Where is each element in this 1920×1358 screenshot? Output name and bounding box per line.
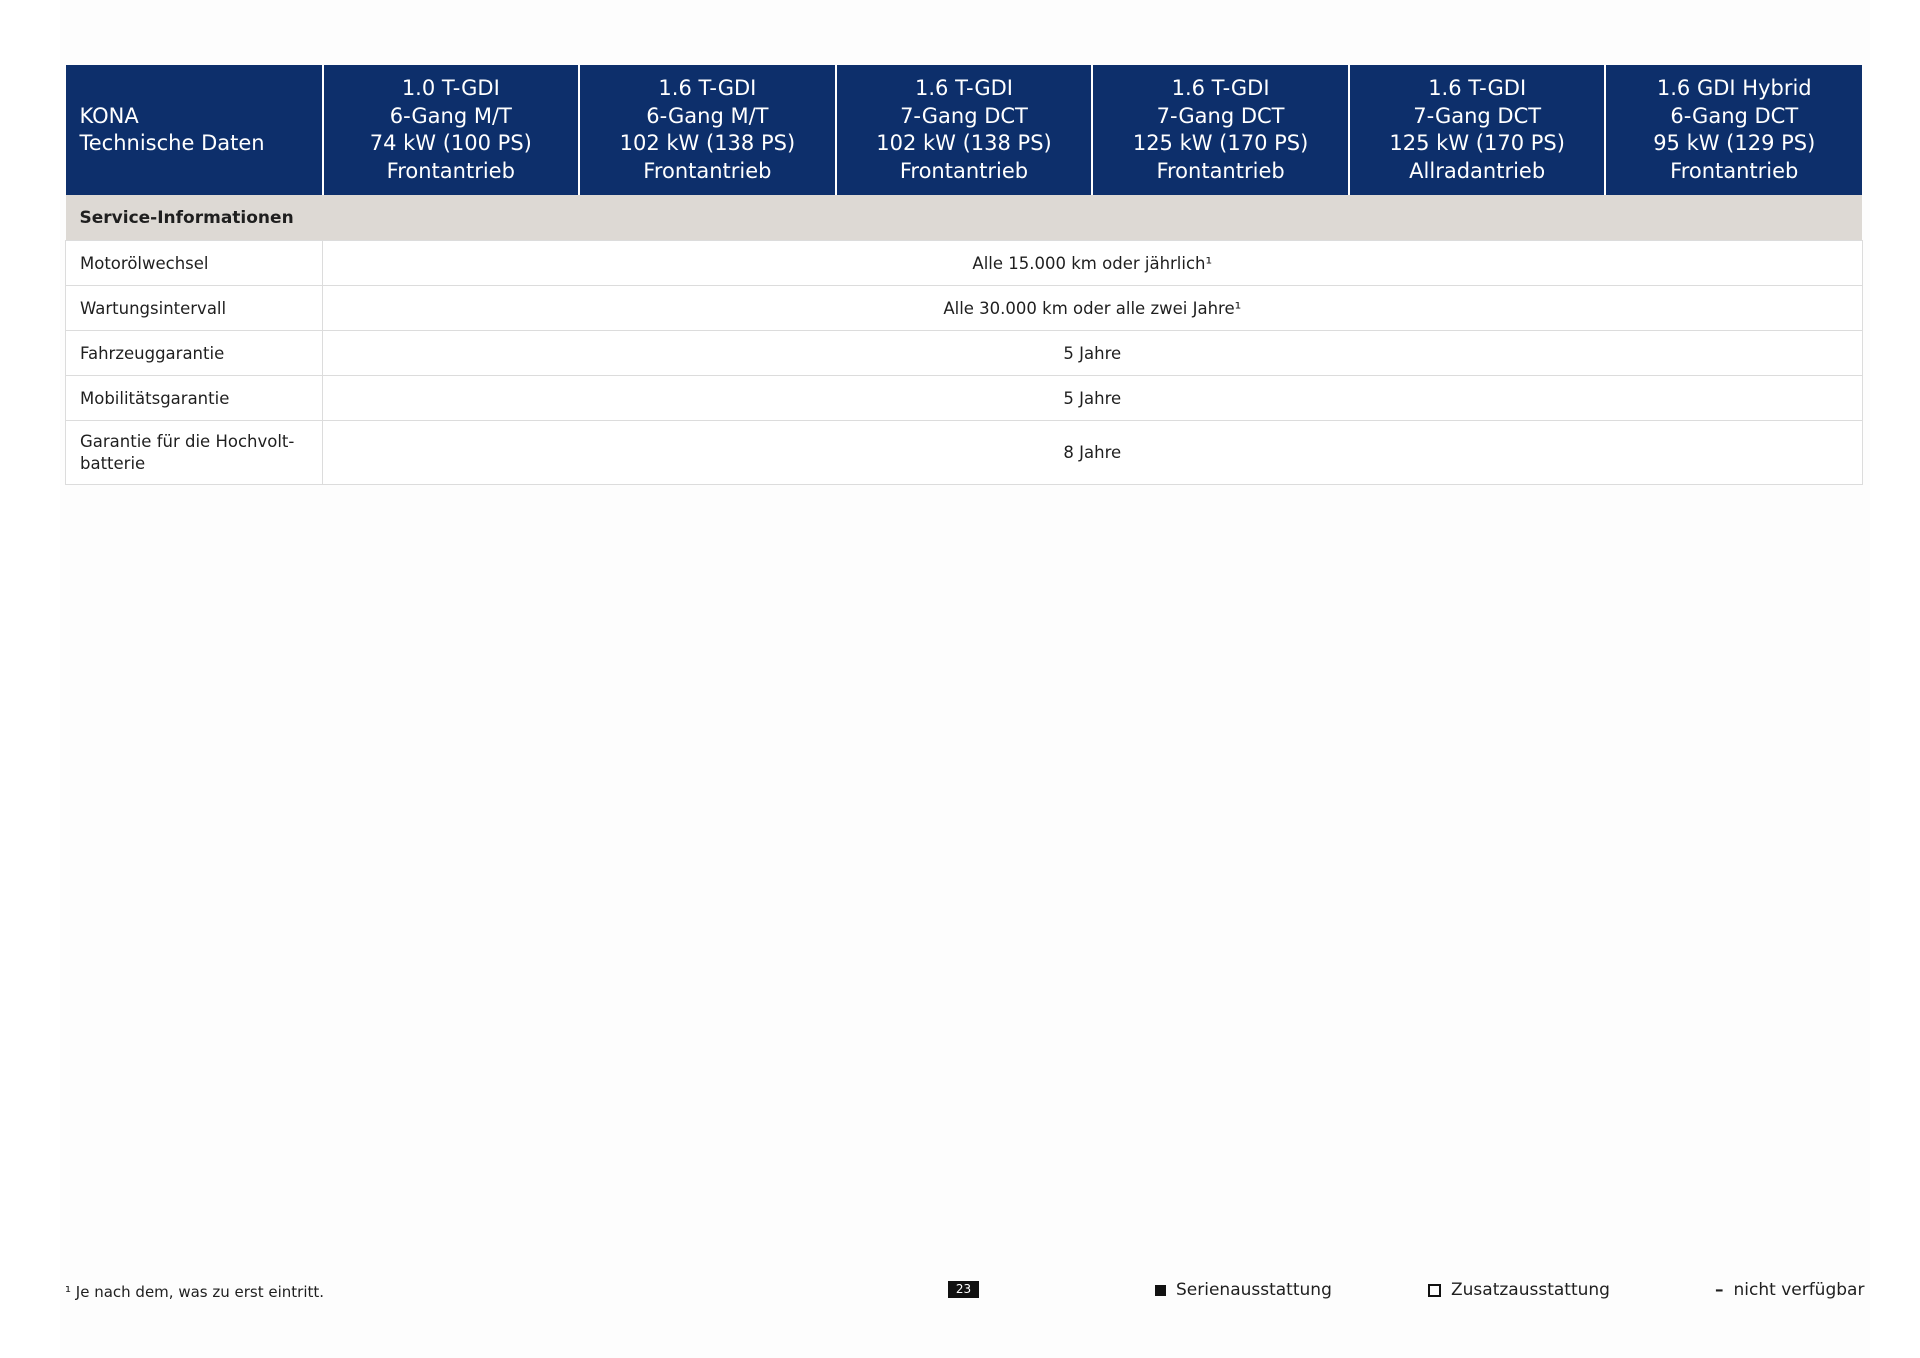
table-row — [66, 331, 1863, 376]
row-label: Mobilitätsgarantie — [66, 376, 323, 421]
table-row — [66, 421, 1863, 485]
row-value: Alle 15.000 km oder jährlich¹ — [323, 241, 1863, 286]
section-header-row — [66, 195, 1863, 241]
row-value: 8 Jahre — [323, 421, 1863, 485]
filled-square-icon — [1155, 1285, 1166, 1296]
column-header-line: Frontantrieb — [899, 158, 1029, 183]
column-header-1 — [323, 65, 580, 195]
header-title-line: KONA — [79, 103, 139, 128]
legend-standard — [1155, 1280, 1332, 1300]
column-header-5 — [1349, 65, 1606, 195]
table-header-row — [66, 65, 1863, 195]
footnote: ¹ Je nach dem, was zu erst eintritt. — [65, 1283, 325, 1301]
column-header-line: 6-Gang M/T — [389, 103, 512, 128]
header-title-cell — [66, 65, 323, 195]
column-header-line: 7-Gang DCT — [1156, 103, 1285, 128]
column-header-line: Frontantrieb — [1670, 158, 1799, 183]
legend-unavailable-label: nicht verfügbar — [1733, 1280, 1865, 1300]
column-header-line: 1.0 T-GDI — [401, 76, 500, 100]
column-header-line: 7-Gang DCT — [900, 103, 1028, 128]
column-header-line: Allradantrieb — [1409, 158, 1546, 183]
column-header-line: 1.6 T-GDI — [1428, 76, 1527, 100]
column-header-line: 125 kW (170 PS) — [1132, 131, 1309, 155]
column-header-line: 102 kW (138 PS) — [619, 131, 796, 155]
column-header-line: 74 kW (100 PS) — [369, 131, 532, 155]
page-number: 23 — [948, 1281, 979, 1298]
row-label: Wartungsintervall — [66, 286, 323, 331]
column-header-line: Frontantrieb — [1156, 158, 1285, 183]
row-value: 5 Jahre — [323, 331, 1863, 376]
column-header-3 — [836, 65, 1093, 195]
row-label: Fahrzeuggarantie — [66, 331, 323, 376]
column-header-line: 95 kW (129 PS) — [1653, 131, 1816, 155]
table-row — [66, 286, 1863, 331]
legend-optional-label: Zusatzausstattung — [1451, 1280, 1610, 1300]
row-value: 5 Jahre — [323, 376, 1863, 421]
column-header-line: 102 kW (138 PS) — [876, 131, 1052, 155]
column-header-line: 1.6 T-GDI — [1171, 76, 1270, 100]
column-header-2 — [579, 65, 836, 195]
technical-data-table — [65, 65, 1863, 485]
column-header-line: 6-Gang M/T — [646, 103, 769, 128]
row-value: Alle 30.000 km oder alle zwei Jahre¹ — [323, 286, 1863, 331]
section-title: Service-Informationen — [66, 195, 1863, 241]
row-label — [66, 421, 323, 485]
column-header-line: 7-Gang DCT — [1413, 103, 1542, 128]
dash-icon: – — [1715, 1280, 1724, 1300]
column-header-line: Frontantrieb — [643, 158, 772, 183]
column-header-6 — [1605, 65, 1862, 195]
column-header-4 — [1092, 65, 1349, 195]
column-header-line: Frontantrieb — [386, 158, 515, 183]
legend-optional — [1428, 1280, 1610, 1300]
legend-unavailable — [1715, 1280, 1864, 1300]
row-label: Motorölwechsel — [66, 241, 323, 286]
table-row — [66, 241, 1863, 286]
column-header-line: 1.6 T-GDI — [915, 76, 1013, 100]
legend-standard-label: Serienausstattung — [1176, 1280, 1332, 1300]
column-header-line: 6-Gang DCT — [1670, 103, 1799, 128]
column-header-line: 1.6 T-GDI — [658, 76, 757, 100]
column-header-line: 1.6 GDI Hybrid — [1656, 76, 1812, 100]
table-row — [66, 376, 1863, 421]
column-header-line: 125 kW (170 PS) — [1389, 131, 1565, 155]
row-label-line: batterie — [80, 453, 146, 473]
header-title-line: Technische Daten — [79, 131, 265, 155]
empty-square-icon — [1428, 1284, 1441, 1297]
row-label-line: Garantie für die Hochvolt- — [80, 431, 295, 451]
